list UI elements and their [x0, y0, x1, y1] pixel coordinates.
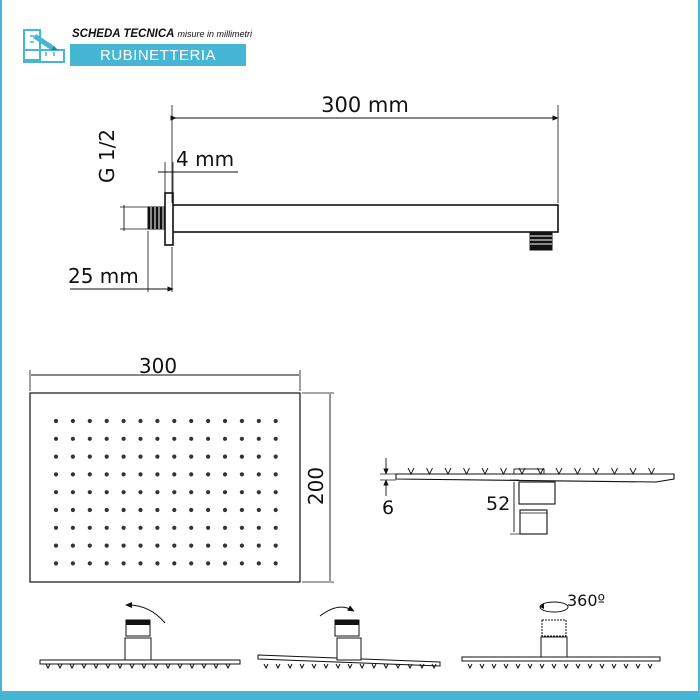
nozzle: [223, 437, 227, 441]
plate-nozzle: [564, 664, 568, 668]
nozzle: [223, 419, 227, 423]
nozzle: [257, 561, 261, 565]
nozzle: [105, 455, 109, 459]
plate-nozzle: [492, 664, 496, 668]
outlet-connector: [530, 232, 552, 250]
nozzle: [189, 526, 193, 530]
nozzle: [54, 526, 58, 530]
tilt-right-arrow-icon: [320, 607, 352, 616]
nozzle: [88, 472, 92, 476]
plate-height-label: 200: [304, 466, 328, 506]
rotate-view: [462, 602, 660, 668]
nozzle: [172, 437, 176, 441]
plate-nozzle: [348, 664, 352, 668]
plate-nozzle: [118, 664, 122, 668]
nozzle: [257, 472, 261, 476]
nozzle: [189, 455, 193, 459]
nozzle: [274, 526, 278, 530]
nozzle: [138, 544, 142, 548]
length-label: 300 mm: [321, 93, 409, 117]
side-nozzle: [575, 468, 581, 474]
side-nozzle: [482, 468, 488, 474]
rotation-label: 360º: [567, 591, 606, 610]
plate-nozzle: [276, 664, 280, 668]
depth-label: 25 mm: [68, 264, 139, 288]
nozzle: [172, 472, 176, 476]
nozzle: [122, 437, 126, 441]
nozzle: [88, 508, 92, 512]
nozzle: [71, 419, 75, 423]
nozzle: [88, 419, 92, 423]
plate-nozzle: [636, 664, 640, 668]
plate-nozzle: [130, 664, 134, 668]
nozzle: [122, 526, 126, 530]
plate-nozzle: [336, 664, 340, 668]
nozzle: [189, 561, 193, 565]
nozzle: [155, 455, 159, 459]
connector-body: [519, 482, 555, 504]
side-nozzle: [556, 468, 562, 474]
nozzle: [105, 437, 109, 441]
plate-nozzle: [264, 664, 268, 668]
nozzle: [71, 526, 75, 530]
plate-nozzle: [576, 664, 580, 668]
plate-nozzle: [372, 664, 376, 668]
nozzle: [189, 419, 193, 423]
nozzle: [240, 526, 244, 530]
nozzle: [138, 526, 142, 530]
plate-nozzle: [154, 664, 158, 668]
side-nozzle: [427, 468, 433, 474]
nozzle: [88, 561, 92, 565]
plate-profile-1: [40, 660, 240, 664]
nozzle: [88, 437, 92, 441]
tilt-left-view: [40, 605, 240, 668]
nozzle: [71, 437, 75, 441]
nozzle: [206, 490, 210, 494]
plate-nozzle: [226, 664, 230, 668]
nozzle: [105, 419, 109, 423]
plate-nozzle: [312, 664, 316, 668]
nozzle: [223, 526, 227, 530]
thread-label: G 1/2: [95, 128, 119, 184]
plate-nozzle: [360, 664, 364, 668]
plate-nozzle: [420, 664, 424, 668]
nozzle: [54, 508, 58, 512]
plate-nozzle: [600, 664, 604, 668]
nozzle: [189, 437, 193, 441]
nozzle: [206, 472, 210, 476]
nozzle: [223, 455, 227, 459]
plate-nozzle: [648, 664, 652, 668]
side-nozzle: [408, 468, 414, 474]
plate-nozzle: [94, 664, 98, 668]
nozzle: [54, 437, 58, 441]
nozzle: [257, 455, 261, 459]
nozzle: [105, 490, 109, 494]
nozzle: [206, 455, 210, 459]
nozzle: [155, 561, 159, 565]
nozzle: [257, 544, 261, 548]
nozzle: [206, 419, 210, 423]
nozzle: [172, 526, 176, 530]
plate-nozzle: [324, 664, 328, 668]
nozzle: [257, 508, 261, 512]
plate-nozzle: [178, 664, 182, 668]
nozzle: [172, 419, 176, 423]
arm-side-view: [70, 105, 558, 292]
nozzle: [172, 490, 176, 494]
plate-nozzle: [516, 664, 520, 668]
flange-label: 4 mm: [176, 147, 235, 171]
nozzle: [88, 544, 92, 548]
nozzle: [257, 419, 261, 423]
nozzle: [122, 455, 126, 459]
nozzle: [189, 508, 193, 512]
nozzle: [189, 490, 193, 494]
thickness-label: 6: [382, 497, 395, 519]
plate-nozzle: [540, 664, 544, 668]
sheet-title-main: SCHEDA TECNICA: [72, 28, 175, 40]
nozzle: [240, 419, 244, 423]
nozzle: [240, 455, 244, 459]
nozzle: [172, 561, 176, 565]
nozzle: [274, 544, 278, 548]
nozzle: [274, 490, 278, 494]
plate-nozzle: [70, 664, 74, 668]
nozzle: [206, 437, 210, 441]
nozzle: [122, 472, 126, 476]
nozzle: [172, 544, 176, 548]
plate-nozzle: [300, 664, 304, 668]
plate-nozzle: [202, 664, 206, 668]
plate-side-view: [380, 458, 674, 534]
nozzle: [71, 508, 75, 512]
nozzle: [274, 508, 278, 512]
nozzle: [54, 419, 58, 423]
plate-nozzle: [58, 664, 62, 668]
nozzle: [274, 437, 278, 441]
nozzle: [54, 490, 58, 494]
nozzle: [155, 508, 159, 512]
nozzle: [155, 544, 159, 548]
nozzle: [71, 472, 75, 476]
plate-nozzle: [106, 664, 110, 668]
sheet-title-note: misure in millimetri: [177, 29, 253, 39]
nozzle: [257, 437, 261, 441]
nozzle: [172, 455, 176, 459]
plate-profile: [396, 474, 674, 482]
nozzle: [71, 561, 75, 565]
plate-nozzle: [624, 664, 628, 668]
plate-nozzle: [384, 664, 388, 668]
plate-width-label: 300: [138, 354, 178, 378]
nozzle: [122, 419, 126, 423]
nozzle: [274, 455, 278, 459]
nozzle: [155, 437, 159, 441]
side-nozzle: [649, 468, 655, 474]
plate-nozzle: [166, 664, 170, 668]
plate-nozzle: [214, 664, 218, 668]
nozzle: [88, 490, 92, 494]
plate-nozzle: [468, 664, 472, 668]
nozzle: [71, 490, 75, 494]
nozzle: [54, 544, 58, 548]
plate-nozzle: [588, 664, 592, 668]
nozzle: [189, 472, 193, 476]
nozzle: [138, 455, 142, 459]
connector-label: 52: [486, 493, 511, 515]
nozzle: [257, 490, 261, 494]
nozzle: [105, 472, 109, 476]
nozzle: [189, 544, 193, 548]
nozzle: [172, 508, 176, 512]
side-nozzle: [630, 468, 636, 474]
side-nozzle: [445, 468, 451, 474]
nozzle: [223, 544, 227, 548]
plate-nozzle: [82, 664, 86, 668]
side-nozzle: [464, 468, 470, 474]
nozzle: [257, 526, 261, 530]
side-nozzle: [612, 468, 618, 474]
nozzle: [274, 561, 278, 565]
nozzle: [138, 508, 142, 512]
plate-nozzle: [504, 664, 508, 668]
nozzle: [54, 561, 58, 565]
nozzle: [223, 508, 227, 512]
nozzle: [240, 490, 244, 494]
plate-nozzle: [288, 664, 292, 668]
plate-nozzle: [46, 664, 50, 668]
bottom-brand-bar: [0, 691, 700, 700]
plate-nozzle: [528, 664, 532, 668]
nozzle: [223, 472, 227, 476]
nozzle: [206, 526, 210, 530]
nozzle: [240, 508, 244, 512]
plate-nozzle: [190, 664, 194, 668]
nozzle: [240, 437, 244, 441]
nozzle: [240, 561, 244, 565]
nozzle: [155, 472, 159, 476]
nozzle: [88, 526, 92, 530]
nozzle: [274, 419, 278, 423]
nozzle: [155, 526, 159, 530]
category-banner: RUBINETTERIA: [70, 44, 246, 66]
nozzle: [54, 455, 58, 459]
nozzle: [206, 508, 210, 512]
plate-top-view: [30, 370, 334, 582]
nozzle: [105, 526, 109, 530]
nozzle: [138, 419, 142, 423]
nozzle: [71, 455, 75, 459]
nozzle: [274, 472, 278, 476]
nozzle: [122, 508, 126, 512]
nozzle: [240, 544, 244, 548]
nozzle: [138, 437, 142, 441]
nozzle: [223, 561, 227, 565]
nozzle: [122, 561, 126, 565]
nozzle: [223, 490, 227, 494]
nozzle: [138, 561, 142, 565]
nozzle: [155, 490, 159, 494]
plate-profile-3: [462, 657, 660, 661]
nozzle: [122, 490, 126, 494]
nozzle: [206, 544, 210, 548]
nozzle: [105, 561, 109, 565]
nozzle: [138, 490, 142, 494]
nozzle: [88, 455, 92, 459]
swivel-nut: [520, 510, 547, 534]
arm-body: [172, 205, 558, 232]
nozzle: [105, 544, 109, 548]
nozzle: [54, 472, 58, 476]
plate-nozzle: [552, 664, 556, 668]
nozzle-grid: [54, 419, 278, 566]
nozzle: [122, 544, 126, 548]
nozzle: [138, 472, 142, 476]
side-nozzle: [501, 468, 507, 474]
nozzle: [240, 472, 244, 476]
plate-nozzle: [612, 664, 616, 668]
plate-nozzle: [142, 664, 146, 668]
tilt-right-view: [258, 607, 440, 668]
nozzle: [105, 508, 109, 512]
plate-nozzle: [480, 664, 484, 668]
side-nozzle: [593, 468, 599, 474]
nozzle: [155, 419, 159, 423]
nozzle: [206, 561, 210, 565]
rotate-360-icon: [540, 602, 568, 612]
nozzle: [71, 544, 75, 548]
